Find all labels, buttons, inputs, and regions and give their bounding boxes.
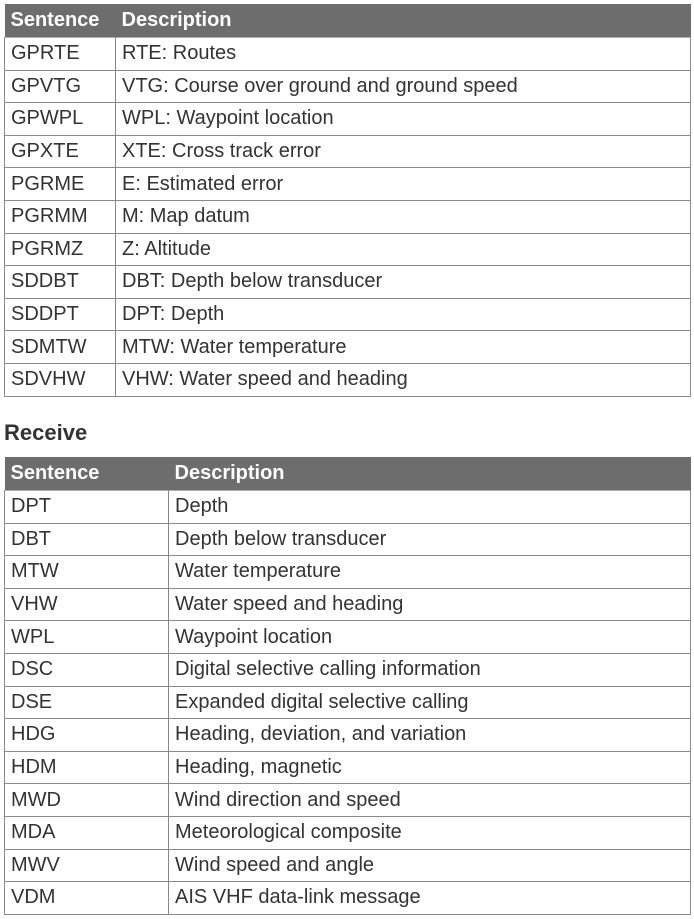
sentence-cell: SDDBT bbox=[5, 266, 116, 299]
sentence-cell: HDG bbox=[5, 719, 169, 752]
description-cell: Z: Altitude bbox=[116, 233, 691, 266]
table-row bbox=[5, 849, 691, 882]
description-cell: Heading, deviation, and variation bbox=[169, 719, 691, 752]
description-cell: Digital selective calling information bbox=[169, 653, 691, 686]
table-row bbox=[5, 233, 691, 266]
transmit-sentences-table bbox=[4, 4, 691, 397]
description-cell: VHW: Water speed and heading bbox=[116, 363, 691, 396]
description-cell: Water speed and heading bbox=[169, 588, 691, 621]
sentence-cell: PGRME bbox=[5, 168, 116, 201]
table-row bbox=[5, 38, 691, 71]
table-row bbox=[5, 266, 691, 299]
receive-sentences-table bbox=[4, 457, 691, 915]
table-row bbox=[5, 653, 691, 686]
description-cell: MTW: Water temperature bbox=[116, 331, 691, 364]
sentence-cell: GPVTG bbox=[5, 70, 116, 103]
sentence-cell: MWV bbox=[5, 849, 169, 882]
table-row bbox=[5, 168, 691, 201]
description-cell: AIS VHF data-link message bbox=[169, 882, 691, 915]
column-header-sentence: Sentence bbox=[5, 457, 169, 491]
description-cell: Depth bbox=[169, 491, 691, 524]
sentence-cell: GPXTE bbox=[5, 135, 116, 168]
table-header-row bbox=[5, 4, 691, 38]
sentence-cell: SDVHW bbox=[5, 363, 116, 396]
table-row bbox=[5, 523, 691, 556]
table-row bbox=[5, 103, 691, 136]
sentence-cell: MWD bbox=[5, 784, 169, 817]
description-cell: Water temperature bbox=[169, 556, 691, 589]
description-cell: M: Map datum bbox=[116, 200, 691, 233]
table-row bbox=[5, 816, 691, 849]
description-cell: Depth below transducer bbox=[169, 523, 691, 556]
table-row bbox=[5, 751, 691, 784]
sentence-cell: PGRMM bbox=[5, 200, 116, 233]
description-cell: Heading, magnetic bbox=[169, 751, 691, 784]
table-row bbox=[5, 621, 691, 654]
description-cell: DPT: Depth bbox=[116, 298, 691, 331]
receive-section-heading: Receive bbox=[4, 420, 88, 445]
sentence-cell: GPRTE bbox=[5, 38, 116, 71]
table-row bbox=[5, 363, 691, 396]
table-header-row bbox=[5, 457, 691, 491]
column-header-sentence: Sentence bbox=[5, 4, 116, 38]
sentence-cell: DSC bbox=[5, 653, 169, 686]
sentence-cell: PGRMZ bbox=[5, 233, 116, 266]
sentence-cell: MTW bbox=[5, 556, 169, 589]
description-cell: Meteorological composite bbox=[169, 816, 691, 849]
description-cell: E: Estimated error bbox=[116, 168, 691, 201]
sentence-cell: GPWPL bbox=[5, 103, 116, 136]
sentence-cell: WPL bbox=[5, 621, 169, 654]
description-cell: Wind speed and angle bbox=[169, 849, 691, 882]
description-cell: Waypoint location bbox=[169, 621, 691, 654]
table-row bbox=[5, 135, 691, 168]
sentence-cell: DPT bbox=[5, 491, 169, 524]
table-row bbox=[5, 882, 691, 915]
table-row bbox=[5, 556, 691, 589]
description-cell: WPL: Waypoint location bbox=[116, 103, 691, 136]
table-row bbox=[5, 331, 691, 364]
sentence-cell: MDA bbox=[5, 816, 169, 849]
table-row bbox=[5, 491, 691, 524]
sentence-cell: SDDPT bbox=[5, 298, 116, 331]
description-cell: XTE: Cross track error bbox=[116, 135, 691, 168]
column-header-description: Description bbox=[169, 457, 691, 491]
table-row bbox=[5, 200, 691, 233]
sentence-cell: VDM bbox=[5, 882, 169, 915]
table-row bbox=[5, 298, 691, 331]
table-row bbox=[5, 588, 691, 621]
description-cell: Expanded digital selective calling bbox=[169, 686, 691, 719]
description-cell: DBT: Depth below transducer bbox=[116, 266, 691, 299]
table-row bbox=[5, 719, 691, 752]
sentence-cell: HDM bbox=[5, 751, 169, 784]
description-cell: RTE: Routes bbox=[116, 38, 691, 71]
description-cell: Wind direction and speed bbox=[169, 784, 691, 817]
sentence-cell: VHW bbox=[5, 588, 169, 621]
description-cell: VTG: Course over ground and ground speed bbox=[116, 70, 691, 103]
table-row bbox=[5, 784, 691, 817]
sentence-cell: DSE bbox=[5, 686, 169, 719]
sentence-cell: DBT bbox=[5, 523, 169, 556]
table-row bbox=[5, 686, 691, 719]
sentence-cell: SDMTW bbox=[5, 331, 116, 364]
column-header-description: Description bbox=[116, 4, 691, 38]
table-row bbox=[5, 70, 691, 103]
